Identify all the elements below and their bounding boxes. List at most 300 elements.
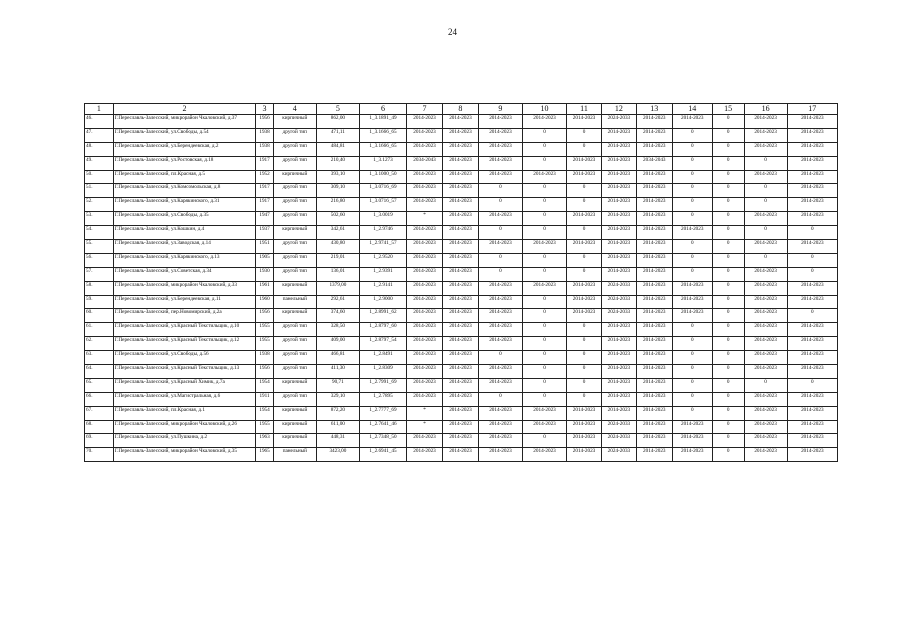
period-col-11-cell: 2014-2023 (567, 212, 602, 226)
ranking-code-cell: 1_2.8309 (359, 365, 406, 379)
period-col-11-cell: 2014-2023 (567, 434, 602, 448)
value-col-15-cell: 0 (712, 128, 744, 142)
ranking-code-cell: 1_3.1891_49 (359, 115, 406, 129)
period-col-16-cell: 2014-2023 (744, 281, 787, 295)
value-col-15-cell: 0 (712, 365, 744, 379)
period-col-11-cell: 2014-2023 (567, 309, 602, 323)
period-col-8-cell: 2014-2023 (442, 142, 478, 156)
period-col-8-cell: 2014-2023 (442, 212, 478, 226)
value-col-15-cell: 0 (712, 281, 744, 295)
value-col-15-cell: 0 (712, 226, 744, 240)
period-col-17-cell: 2014-2023 (787, 212, 837, 226)
period-col-16-cell: 2014-2023 (744, 267, 787, 281)
period-col-9-cell: 0 (478, 351, 522, 365)
period-col-17-cell: 0 (787, 253, 837, 267)
row-number-cell: 47. (85, 128, 114, 142)
table-row (85, 281, 838, 295)
wall-material-cell: другой тип (273, 128, 316, 142)
wall-material-cell: панельный (273, 295, 316, 309)
value-col-15-cell: 0 (712, 448, 744, 462)
column-number: 13 (636, 104, 672, 115)
address-cell: Г.Переславль-Залесский, ул.Красный Текстильщик, д.13 (113, 365, 256, 379)
value-col-15-cell: 0 (712, 378, 744, 392)
wall-material-cell: кирпичный (273, 434, 316, 448)
period-col-8-cell: 2014-2023 (442, 351, 478, 365)
wall-material-cell: кирпичный (273, 226, 316, 240)
address-cell: Г.Переславль-Залесский, пл.Красная, д.1 (113, 406, 256, 420)
value-col-15-cell: 0 (712, 115, 744, 129)
area-cell: 342,61 (316, 226, 359, 240)
period-col-7-cell: 2014-2023 (407, 337, 443, 351)
area-cell: 1379,00 (316, 281, 359, 295)
table-row (85, 115, 838, 129)
period-col-7-cell: 2014-2023 (407, 170, 443, 184)
period-col-12-cell: 2014-2023 (601, 365, 636, 379)
address-cell: Г.Переславль-Залесский, ул.Заводская, д.14 (113, 240, 256, 254)
period-col-11-cell: 0 (567, 267, 602, 281)
period-col-10-cell: 0 (522, 351, 566, 365)
build-year-cell: 1960 (256, 295, 273, 309)
value-col-15-cell: 0 (712, 198, 744, 212)
period-col-7-cell: * (407, 406, 443, 420)
period-col-11-cell: 0 (567, 226, 602, 240)
address-cell: Г.Переславль-Залесский, ул.Красный Текстильщик, д.12 (113, 337, 256, 351)
period-col-14-cell: 2014-2023 (672, 420, 712, 434)
value-col-15-cell: 0 (712, 351, 744, 365)
ranking-code-cell: 1_2.9141 (359, 281, 406, 295)
area-cell: 409,00 (316, 337, 359, 351)
column-number: 6 (359, 104, 406, 115)
period-col-16-cell: 2014-2023 (744, 309, 787, 323)
period-col-17-cell: 2014-2023 (787, 351, 837, 365)
period-col-11-cell: 0 (567, 351, 602, 365)
period-col-17-cell: 2014-2023 (787, 240, 837, 254)
table-row (85, 156, 838, 170)
period-col-14-cell: 0 (672, 323, 712, 337)
address-cell: Г.Переславль-Залесский, ул.Ростовская, д.18 (113, 156, 256, 170)
period-col-11-cell: 0 (567, 198, 602, 212)
period-col-12-cell: 2014-2023 (601, 198, 636, 212)
period-col-11-cell: 0 (567, 184, 602, 198)
period-col-10-cell: 0 (522, 365, 566, 379)
period-col-14-cell: 0 (672, 128, 712, 142)
wall-material-cell: кирпичный (273, 378, 316, 392)
period-col-8-cell: 2014-2023 (442, 378, 478, 392)
period-col-12-cell: 2014-2023 (601, 351, 636, 365)
period-col-9-cell: 2014-2023 (478, 448, 522, 462)
period-col-7-cell: 2014-2023 (407, 392, 443, 406)
period-col-9-cell: 2014-2023 (478, 295, 522, 309)
period-col-8-cell: 2014-2023 (442, 240, 478, 254)
period-col-13-cell: 2034-2043 (636, 156, 672, 170)
period-col-13-cell: 2014-2023 (636, 378, 672, 392)
period-col-13-cell: 2014-2023 (636, 434, 672, 448)
period-col-12-cell: 2024-2033 (601, 309, 636, 323)
column-number-row (85, 104, 838, 115)
period-col-17-cell: 2014-2023 (787, 420, 837, 434)
wall-material-cell: другой тип (273, 212, 316, 226)
table-row (85, 170, 838, 184)
period-col-7-cell: 2014-2023 (407, 115, 443, 129)
area-cell: 448,31 (316, 434, 359, 448)
row-number-cell: 50. (85, 170, 114, 184)
build-year-cell: 1938 (256, 142, 273, 156)
area-cell: 611,00 (316, 420, 359, 434)
period-col-11-cell: 2014-2023 (567, 156, 602, 170)
period-col-16-cell: 0 (744, 253, 787, 267)
period-col-9-cell: 0 (478, 184, 522, 198)
row-number-cell: 51. (85, 184, 114, 198)
period-col-14-cell: 2014-2023 (672, 434, 712, 448)
period-col-8-cell: 2014-2023 (442, 170, 478, 184)
period-col-14-cell: 2014-2023 (672, 448, 712, 462)
period-col-14-cell: 0 (672, 337, 712, 351)
period-col-13-cell: 2014-2023 (636, 448, 672, 462)
ranking-code-cell: 1_2.7777_69 (359, 406, 406, 420)
period-col-14-cell: 0 (672, 392, 712, 406)
period-col-17-cell: 2014-2023 (787, 392, 837, 406)
column-number: 3 (256, 104, 273, 115)
column-number: 15 (712, 104, 744, 115)
ranking-code-cell: 1_3.1666_65 (359, 128, 406, 142)
area-cell: 862,00 (316, 115, 359, 129)
period-col-9-cell: 2014-2023 (478, 281, 522, 295)
area-cell: 328,50 (316, 323, 359, 337)
wall-material-cell: другой тип (273, 351, 316, 365)
row-number-cell: 57. (85, 267, 114, 281)
period-col-9-cell: 2014-2023 (478, 378, 522, 392)
build-year-cell: 1952 (256, 170, 273, 184)
table-row (85, 226, 838, 240)
area-cell: 3423,00 (316, 448, 359, 462)
period-col-10-cell: 0 (522, 198, 566, 212)
period-col-9-cell: 0 (478, 392, 522, 406)
build-year-cell: 1955 (256, 420, 273, 434)
column-number: 7 (407, 104, 443, 115)
period-col-14-cell: 0 (672, 240, 712, 254)
ranking-code-cell: 1_3.0716_57 (359, 198, 406, 212)
period-col-11-cell: 2014-2023 (567, 281, 602, 295)
wall-material-cell: другой тип (273, 337, 316, 351)
period-col-12-cell: 2014-2023 (601, 128, 636, 142)
table-row (85, 142, 838, 156)
period-col-14-cell: 2014-2023 (672, 115, 712, 129)
period-col-7-cell: 2014-2023 (407, 295, 443, 309)
period-col-17-cell: 2014-2023 (787, 142, 837, 156)
period-col-16-cell: 2014-2023 (744, 128, 787, 142)
wall-material-cell: другой тип (273, 240, 316, 254)
address-cell: Г.Переславль-Залесский, микрорайон Чкаловский, д.35 (113, 448, 256, 462)
period-col-16-cell: 0 (744, 378, 787, 392)
period-col-13-cell: 2014-2023 (636, 323, 672, 337)
wall-material-cell: панельный (273, 448, 316, 462)
wall-material-cell: другой тип (273, 198, 316, 212)
period-col-17-cell: 0 (787, 226, 837, 240)
build-year-cell: 1961 (256, 281, 273, 295)
period-col-16-cell: 0 (744, 226, 787, 240)
period-col-9-cell: 2014-2023 (478, 406, 522, 420)
period-col-7-cell: 2014-2023 (407, 240, 443, 254)
wall-material-cell: другой тип (273, 156, 316, 170)
period-col-12-cell: 2024-2033 (601, 281, 636, 295)
build-year-cell: 1955 (256, 337, 273, 351)
ranking-code-cell: 1_2.9520 (359, 253, 406, 267)
period-col-12-cell: 2014-2023 (601, 337, 636, 351)
period-col-17-cell: 2014-2023 (787, 198, 837, 212)
address-cell: Г.Переславль-Залесский, микрорайон Чкаловский, д.37 (113, 115, 256, 129)
page-number: 24 (448, 27, 457, 37)
period-col-12-cell: 2014-2023 (601, 323, 636, 337)
period-col-9-cell: 2014-2023 (478, 420, 522, 434)
period-col-8-cell: 2014-2023 (442, 295, 478, 309)
table-row (85, 240, 838, 254)
row-number-cell: 49. (85, 156, 114, 170)
ranking-code-cell: 1_3.0019 (359, 212, 406, 226)
area-cell: 136,01 (316, 267, 359, 281)
period-col-14-cell: 0 (672, 170, 712, 184)
housing-registry-table (84, 103, 838, 462)
period-col-7-cell: 2014-2023 (407, 267, 443, 281)
period-col-14-cell: 0 (672, 365, 712, 379)
value-col-15-cell: 0 (712, 156, 744, 170)
period-col-13-cell: 2014-2023 (636, 226, 672, 240)
period-col-16-cell: 2014-2023 (744, 170, 787, 184)
period-col-10-cell: 0 (522, 128, 566, 142)
area-cell: 466,81 (316, 351, 359, 365)
period-col-13-cell: 2014-2023 (636, 184, 672, 198)
address-cell: Г.Переславль-Залесский, ул.Берендеевская, д.11 (113, 295, 256, 309)
area-cell: 374,60 (316, 309, 359, 323)
period-col-9-cell: 2014-2023 (478, 142, 522, 156)
area-cell: 393,10 (316, 170, 359, 184)
period-col-9-cell: 2014-2023 (478, 212, 522, 226)
period-col-12-cell: 2024-2033 (601, 448, 636, 462)
period-col-16-cell: 2014-2023 (744, 351, 787, 365)
column-number: 11 (567, 104, 602, 115)
period-col-13-cell: 2014-2023 (636, 295, 672, 309)
value-col-15-cell: 0 (712, 170, 744, 184)
period-col-8-cell: 2014-2023 (442, 184, 478, 198)
period-col-13-cell: 2014-2023 (636, 267, 672, 281)
period-col-11-cell: 0 (567, 337, 602, 351)
period-col-10-cell: 0 (522, 295, 566, 309)
area-cell: 216,80 (316, 198, 359, 212)
period-col-10-cell: 2014-2023 (522, 240, 566, 254)
period-col-17-cell: 2014-2023 (787, 156, 837, 170)
row-number-cell: 54. (85, 226, 114, 240)
ranking-code-cell: 1_3.1000_50 (359, 170, 406, 184)
period-col-16-cell: 2014-2023 (744, 323, 787, 337)
period-col-10-cell: 0 (522, 392, 566, 406)
ranking-code-cell: 1_2.8991_62 (359, 309, 406, 323)
period-col-9-cell: 0 (478, 267, 522, 281)
period-col-13-cell: 2014-2023 (636, 365, 672, 379)
period-col-7-cell: 2014-2023 (407, 198, 443, 212)
value-col-15-cell: 0 (712, 240, 744, 254)
row-number-cell: 46. (85, 115, 114, 129)
period-col-12-cell: 2014-2023 (601, 267, 636, 281)
period-col-10-cell: 0 (522, 253, 566, 267)
period-col-8-cell: 2014-2023 (442, 226, 478, 240)
period-col-10-cell: 0 (522, 309, 566, 323)
area-cell: 430,80 (316, 240, 359, 254)
period-col-10-cell: 2014-2023 (522, 406, 566, 420)
area-cell: 872,20 (316, 406, 359, 420)
ranking-code-cell: 1_2.9741_57 (359, 240, 406, 254)
period-col-7-cell: * (407, 212, 443, 226)
period-col-9-cell: 2014-2023 (478, 323, 522, 337)
period-col-7-cell: 2014-2023 (407, 184, 443, 198)
value-col-15-cell: 0 (712, 267, 744, 281)
row-number-cell: 66. (85, 392, 114, 406)
period-col-13-cell: 2014-2023 (636, 337, 672, 351)
period-col-17-cell: 2014-2023 (787, 434, 837, 448)
ranking-code-cell: 1_2.9391 (359, 267, 406, 281)
table-row (85, 365, 838, 379)
value-col-15-cell: 0 (712, 406, 744, 420)
value-col-15-cell: 0 (712, 295, 744, 309)
period-col-7-cell: 2014-2023 (407, 323, 443, 337)
period-col-7-cell: 2034-2043 (407, 156, 443, 170)
period-col-14-cell: 0 (672, 267, 712, 281)
ranking-code-cell: 1_2.9746 (359, 226, 406, 240)
period-col-14-cell: 0 (672, 156, 712, 170)
period-col-14-cell: 0 (672, 184, 712, 198)
row-number-cell: 58. (85, 281, 114, 295)
period-col-16-cell: 0 (744, 198, 787, 212)
build-year-cell: 1955 (256, 323, 273, 337)
period-col-12-cell: 2024-2033 (601, 115, 636, 129)
period-col-9-cell: 2014-2023 (478, 365, 522, 379)
period-col-7-cell: 2014-2023 (407, 378, 443, 392)
table-row (85, 448, 838, 462)
area-cell: 90,71 (316, 378, 359, 392)
wall-material-cell: другой тип (273, 142, 316, 156)
column-number: 12 (601, 104, 636, 115)
period-col-8-cell: 2014-2023 (442, 420, 478, 434)
period-col-13-cell: 2014-2023 (636, 198, 672, 212)
period-col-8-cell: 2014-2023 (442, 309, 478, 323)
period-col-16-cell: 2014-2023 (744, 212, 787, 226)
wall-material-cell: другой тип (273, 323, 316, 337)
area-cell: 329,10 (316, 392, 359, 406)
wall-material-cell: кирпичный (273, 309, 316, 323)
value-col-15-cell: 0 (712, 337, 744, 351)
address-cell: Г.Переславль-Залесский, ул.Свободы, д.54 (113, 128, 256, 142)
column-number: 4 (273, 104, 316, 115)
period-col-10-cell: 0 (522, 142, 566, 156)
value-col-15-cell: 0 (712, 212, 744, 226)
wall-material-cell: кирпичный (273, 170, 316, 184)
column-number: 14 (672, 104, 712, 115)
period-col-12-cell: 2014-2023 (601, 240, 636, 254)
wall-material-cell: кирпичный (273, 281, 316, 295)
table-row (85, 128, 838, 142)
address-cell: Г.Переславль-Залесский, ул.Комсомольская, д.8 (113, 184, 256, 198)
period-col-13-cell: 2014-2023 (636, 142, 672, 156)
row-number-cell: 52. (85, 198, 114, 212)
row-number-cell: 59. (85, 295, 114, 309)
address-cell: Г.Переславль-Залесский, ул.Карякинского, д.31 (113, 198, 256, 212)
row-number-cell: 60. (85, 309, 114, 323)
period-col-17-cell: 2014-2023 (787, 128, 837, 142)
period-col-8-cell: 2014-2023 (442, 392, 478, 406)
period-col-11-cell: 2014-2023 (567, 115, 602, 129)
build-year-cell: 1954 (256, 406, 273, 420)
period-col-13-cell: 2014-2023 (636, 281, 672, 295)
build-year-cell: 1965 (256, 448, 273, 462)
wall-material-cell: кирпичный (273, 406, 316, 420)
period-col-16-cell: 0 (744, 184, 787, 198)
ranking-code-cell: 1_3.1666_65 (359, 142, 406, 156)
period-col-17-cell: 2014-2023 (787, 115, 837, 129)
period-col-10-cell: 0 (522, 378, 566, 392)
wall-material-cell: кирпичный (273, 115, 316, 129)
ranking-code-cell: 1_2.7641_46 (359, 420, 406, 434)
period-col-13-cell: 2014-2023 (636, 240, 672, 254)
ranking-code-cell: 1_2.8491 (359, 351, 406, 365)
table-row (85, 253, 838, 267)
address-cell: Г.Переславль-Залесский, ул.Берендеевская, д.2 (113, 142, 256, 156)
period-col-17-cell: 2014-2023 (787, 448, 837, 462)
period-col-12-cell: 2014-2023 (601, 392, 636, 406)
period-col-12-cell: 2014-2023 (601, 142, 636, 156)
row-number-cell: 63. (85, 351, 114, 365)
address-cell: Г.Переславль-Залесский, ул.Красный Химик, д.7а (113, 378, 256, 392)
period-col-11-cell: 2014-2023 (567, 170, 602, 184)
period-col-10-cell: 0 (522, 212, 566, 226)
ranking-code-cell: 1_2.7348_50 (359, 434, 406, 448)
address-cell: Г.Переславль-Залесский, ул.Красный Текстильщик, д.10 (113, 323, 256, 337)
period-col-13-cell: 2014-2023 (636, 128, 672, 142)
period-col-8-cell: 2014-2023 (442, 337, 478, 351)
period-col-16-cell: 2014-2023 (744, 420, 787, 434)
table-row (85, 337, 838, 351)
period-col-11-cell: 2014-2023 (567, 295, 602, 309)
area-cell: 502,60 (316, 212, 359, 226)
period-col-14-cell: 2014-2023 (672, 295, 712, 309)
period-col-11-cell: 2014-2023 (567, 448, 602, 462)
build-year-cell: 1938 (256, 128, 273, 142)
value-col-15-cell: 0 (712, 420, 744, 434)
period-col-13-cell: 2014-2023 (636, 351, 672, 365)
period-col-11-cell: 0 (567, 253, 602, 267)
period-col-8-cell: 2014-2023 (442, 267, 478, 281)
period-col-8-cell: 2014-2023 (442, 406, 478, 420)
period-col-7-cell: 2014-2023 (407, 309, 443, 323)
address-cell: Г.Переславль-Залесский, ул.Советская, д.34 (113, 267, 256, 281)
table-row (85, 184, 838, 198)
ranking-code-cell: 1_2.7895 (359, 392, 406, 406)
period-col-9-cell: 0 (478, 253, 522, 267)
period-col-10-cell: 2014-2023 (522, 281, 566, 295)
ranking-code-cell: 1_2.8797_60 (359, 323, 406, 337)
period-col-10-cell: 0 (522, 156, 566, 170)
wall-material-cell: другой тип (273, 267, 316, 281)
period-col-7-cell: 2014-2023 (407, 226, 443, 240)
build-year-cell: 1917 (256, 156, 273, 170)
table-row (85, 420, 838, 434)
ranking-code-cell: 1_2.8797_54 (359, 337, 406, 351)
period-col-13-cell: 2014-2023 (636, 170, 672, 184)
period-col-9-cell: 2014-2023 (478, 240, 522, 254)
period-col-16-cell: 2014-2023 (744, 448, 787, 462)
area-cell: 210,40 (316, 156, 359, 170)
table-row (85, 351, 838, 365)
build-year-cell: 1947 (256, 212, 273, 226)
address-cell: Г.Переславль-Залесский, микрорайон Чкаловский, д.26 (113, 420, 256, 434)
period-col-11-cell: 0 (567, 128, 602, 142)
